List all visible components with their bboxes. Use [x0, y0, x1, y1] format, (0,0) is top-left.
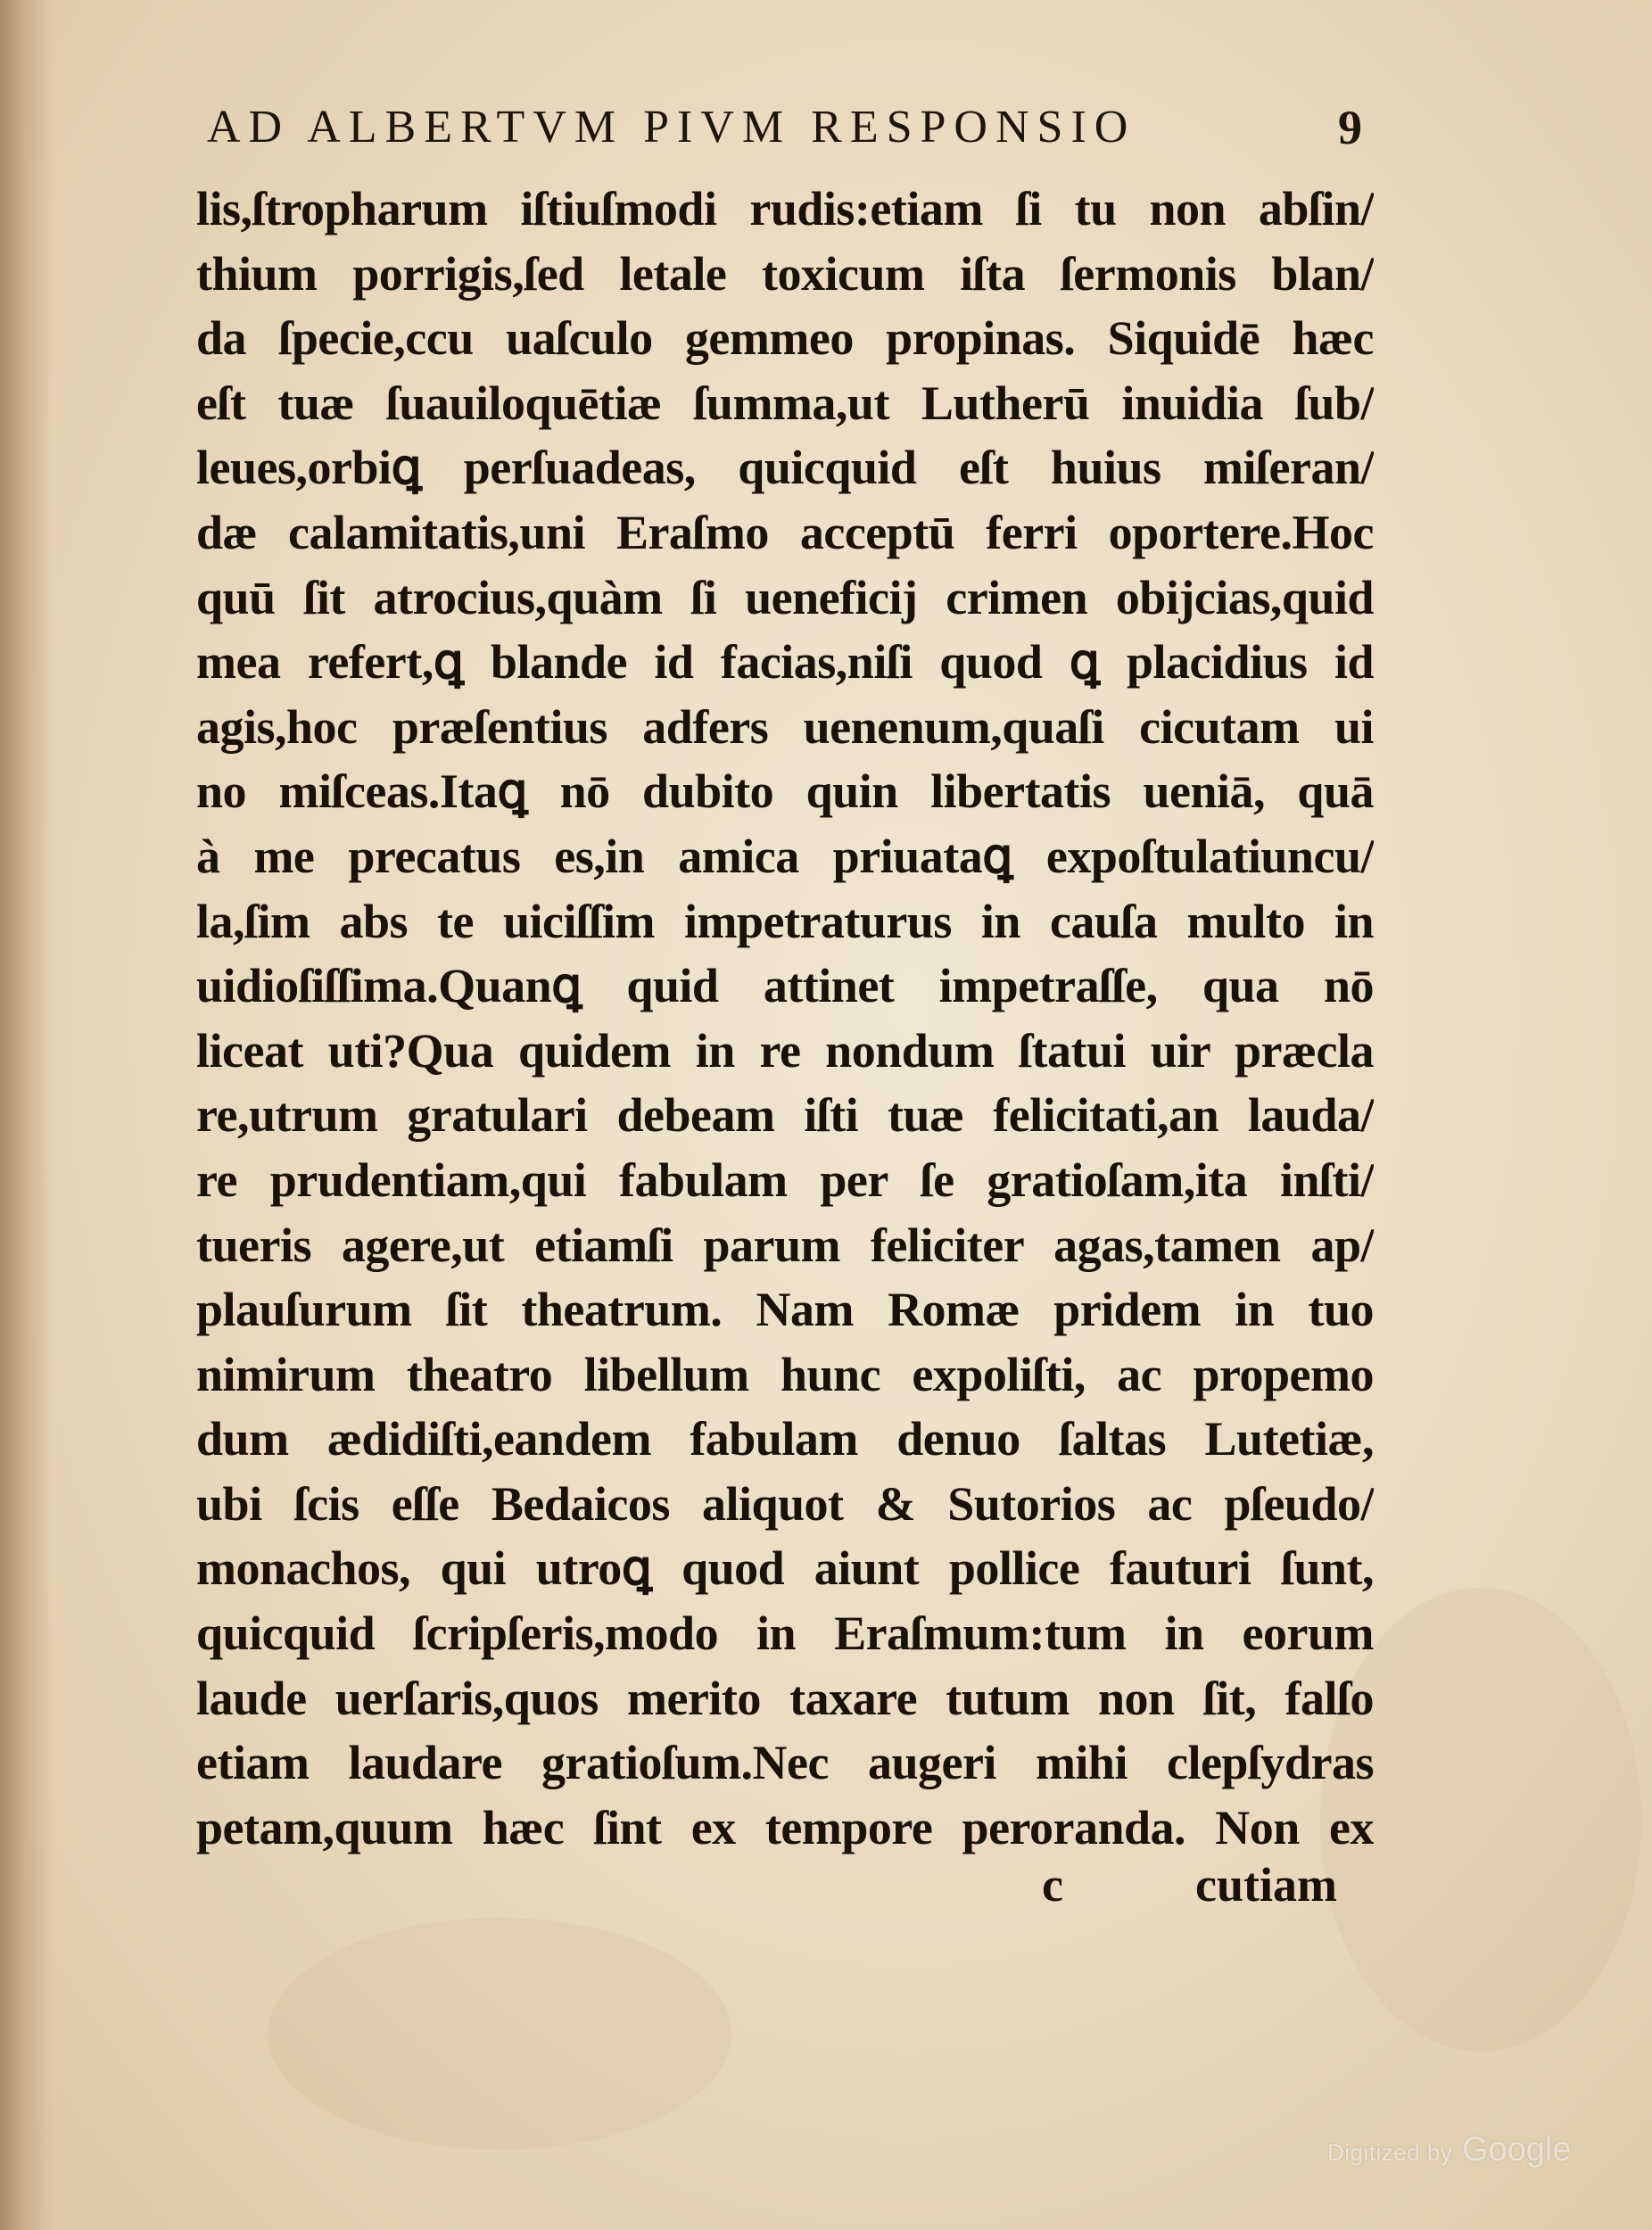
text-line: leues,orbiꝗ perſuadeas, quicquid eſt huius miſeran/ — [196, 441, 1374, 495]
text-line: re,utrum gratulari debeam iſti tuæ felicitati,an lauda/ — [196, 1088, 1374, 1143]
text-line: re prudentiam,qui fabulam per ſe gratioſam,ita inſti/ — [196, 1152, 1374, 1207]
text-line: petam,quum hæc ſint ex tempore peroranda. Non ex — [196, 1800, 1374, 1854]
text-line: monachos, qui utroꝗ quod aiunt pollice fauturi ſunt, — [196, 1541, 1374, 1596]
text-line: laude uerſaris,quos merito taxare tutum non ſit, falſo — [196, 1671, 1374, 1725]
gutter-shadow — [0, 0, 54, 2230]
text-line: nimirum theatro libellum hunc expoliſti, ac propemo — [196, 1347, 1374, 1401]
text-line: eſt tuæ ſuauiloquētiæ ſumma,ut Lutherū inuidia ſub/ — [196, 376, 1374, 430]
signature-mark: c — [1042, 1858, 1063, 1912]
body-text — [196, 177, 1374, 1860]
watermark-prefix: Digitized by — [1327, 2139, 1453, 2166]
text-line: mea refert,ꝗ blande id facias,niſi quod ꝗ placidius id — [196, 635, 1374, 690]
watermark-brand: Google — [1461, 2131, 1572, 2168]
text-line: etiam laudare gratioſum.Nec augeri mihi clepſydras — [196, 1736, 1374, 1790]
text-line: à me precatus es,in amica priuataꝗ expoſtulatiuncu/ — [196, 829, 1374, 883]
text-line: da ſpecie,ccu uaſculo gemmeo propinas. Siquidē hæc — [196, 311, 1374, 366]
text-line: agis,hoc præſentius adfers uenenum,quaſi cicutam ui — [196, 699, 1374, 754]
text-line: liceat uti?Qua quidem in re nondum ſtatui uir præcla — [196, 1023, 1374, 1078]
text-line: dum ædidiſti,eandem fabulam denuo ſaltas Lutetiæ, — [196, 1412, 1374, 1466]
paper-stain — [268, 1918, 731, 2150]
text-line: no miſceas.Itaꝗ nō dubito quin libertatis ueniā, quā — [196, 764, 1374, 819]
text-line: tueris agere,ut etiamſi parum feliciter agas,tamen ap/ — [196, 1218, 1374, 1272]
page-number: 9 — [1338, 101, 1362, 154]
text-line: uidioſiſſima.Quanꝗ quid attinet impetraſſe, qua nō — [196, 959, 1374, 1013]
text-line: ubi ſcis eſſe Bedaicos aliquot & Sutorios ac pſeudo/ — [196, 1476, 1374, 1531]
text-line: la,ſim abs te uiciſſim impetraturus in cauſa multo in — [196, 894, 1374, 948]
text-line: dæ calamitatis,uni Eraſmo acceptū ferri oportere.Hoc — [196, 505, 1374, 559]
text-line: thium porrigis,ſed letale toxicum iſta ſermonis blan/ — [196, 246, 1374, 301]
catchword: cutiam — [1195, 1858, 1337, 1912]
digitization-watermark — [1327, 2123, 1631, 2176]
text-line: quicquid ſcripſeris,modo in Eraſmum:tum in eorum — [196, 1606, 1374, 1661]
running-head: AD ALBERTVM PIVM RESPONSIO — [207, 102, 1136, 153]
text-line: quū ſit atrocius,quàm ſi ueneficij crimen obijcias,quid — [196, 570, 1374, 624]
text-line: plauſurum ſit theatrum. Nam Romæ pridem in tuo — [196, 1283, 1374, 1337]
text-line: lis,ſtropharum iſtiuſmodi rudis:etiam ſi tu non abſin/ — [196, 182, 1374, 235]
